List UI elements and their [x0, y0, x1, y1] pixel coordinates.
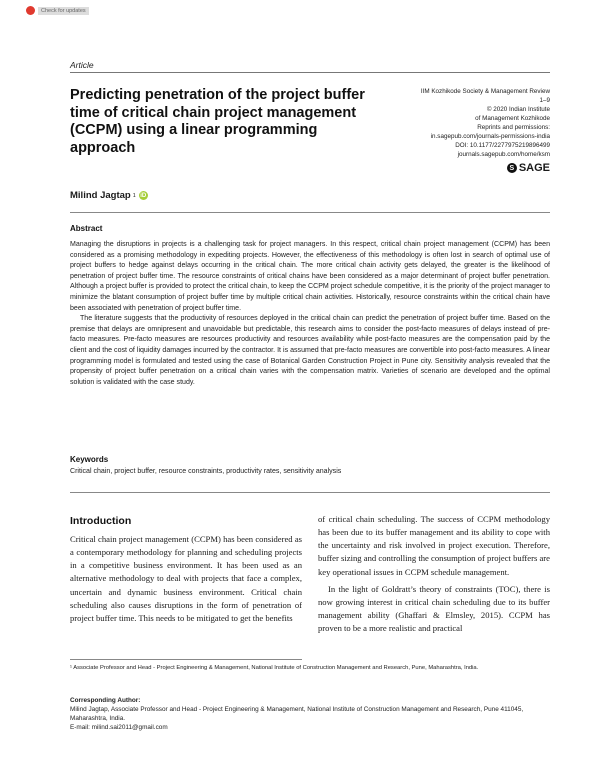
orcid-icon[interactable]: iD: [140, 192, 147, 199]
header-divider: [70, 72, 550, 73]
publisher-logo: [507, 162, 550, 174]
journal-name: IIM Kozhikode Society & Management Review: [420, 88, 550, 95]
journal-home-url[interactable]: journals.sagepub.com/home/ksm: [457, 151, 550, 158]
affiliation-footnote: ¹ Associate Professor and Head - Project Engineering & Management, National Institute of Construction Management and Research, Pune, Maharashtra, India.: [70, 665, 479, 671]
intro-paragraph-2: In the light of Goldratt’s theory of constraints (TOC), there is now growing interest in critical chain scheduling due to its buffer management ability (Ghaffari & Elmsley, 2015). CCPM has proven to be a more realistic and practical: [318, 583, 550, 634]
corresponding-email[interactable]: E-mail: milind.sai2011@gmail.com: [70, 724, 168, 732]
footnote-divider: [70, 659, 302, 660]
copyright-line-2: of Management Kozhikode: [475, 115, 550, 122]
abstract-body: [70, 240, 550, 388]
check-for-updates-badge[interactable]: [26, 5, 89, 16]
intro-right-column: [318, 513, 550, 635]
badge-text: Check for updates: [38, 7, 89, 15]
publisher-name: SAGE: [518, 162, 550, 174]
doi[interactable]: DOI: 10.1177/2277975219896499: [455, 142, 550, 149]
keywords-text: Critical chain, project buffer, resource constraints, productivity rates, sensitivity analysis: [70, 468, 342, 475]
corresponding-author: [70, 696, 550, 732]
keywords-heading: Keywords: [70, 455, 109, 464]
updates-icon: [26, 6, 35, 15]
intro-paragraph-1-cont: of critical chain scheduling. The success of CCPM methodology has been due to its buffer management and its ability to cope with the uncertainty and risk involved in project execution. Therefore, buffer sizing and controlling the consumption of project buffers are key operational issues in CCPM schedule management.: [318, 514, 550, 577]
journal-pages: 1–9: [539, 97, 550, 104]
corresponding-address: Milind Jagtap, Associate Professor and Head - Project Engineering & Management, National Institute of Construction Management and Research, Pune 411045, Maharashtra, India.: [70, 706, 524, 723]
sage-icon: S: [507, 163, 517, 173]
abstract-paragraph-2: The literature suggests that the productivity of resources deployed in the critical chain can predict the penetration of project buffer time. Based on the premise that delays are omnipresent and unavoidable but predictable, this research aims to consider the post-facto measures of delays instead of pre-facto measures. Pre-facto measures are resources productivity and resources availability while post-facto measures are the compensation paid by the client and the cost of liquidity damages incurred by the contractor. It is assumed that pre-facto measures are convertible into post-facto measures. A linear programming model is formulated and tested using the case of Botanical Garden Construction Project in Pune city. Sensitivity analysis revealed that the propensity of project buffer penetration on a critical chain varies with the compensation matrix. Varieties of scenario are developed and the optimal solution is validated with the case study.: [70, 315, 550, 386]
reprints-url[interactable]: in.sagepub.com/journals-permissions-india: [430, 133, 550, 140]
copyright-line: © 2020 Indian Institute: [486, 106, 550, 113]
introduction-heading: Introduction: [70, 515, 132, 527]
abstract-paragraph-1: Managing the disruptions in projects is a challenging task for project managers. In this respect, critical chain project management (CCPM) has been considered as a promising methodology in expediting projects. However, the effectiveness of this methodology is often lost in search of optimal use of project buffers to hedge against delays occurring in the critical chain. The more critical chain activity gets delayed, the greater is the likelihood of penetration of project buffer time. The resource constraints of critical chains have been considered as a major determinant of project buffer penetration. Although a project buffer is provided to protect the critical chain, to keep the CCPM project schedule competitive, it is the priority of the project manager to minimize the blatant consumption of project buffer time by multiple critical chain activities. Historically, resource constraints within the critical chain have been associated with penetration of project buffer time.: [70, 241, 550, 312]
intro-paragraph-1: Critical chain project management (CCPM) has been considered as a contemporary methodology for planning and scheduling projects in a competitive business environment. It has been used as an alternative methodology to deal with projects that face a complex, uncertain and dynamic business environment. Critical chain scheduling also causes disruptions in the form of penetration of project buffer time. This needs to be mitigated to get the benefits: [70, 534, 302, 623]
author-affiliation-mark: 1: [132, 192, 136, 199]
intro-left-column: [70, 533, 302, 625]
reprints-label: Reprints and permissions:: [477, 124, 550, 131]
article-type-label: Article: [70, 60, 94, 70]
corresponding-heading: Corresponding Author:: [70, 697, 141, 704]
keywords-divider: [70, 492, 550, 493]
journal-info: [360, 87, 550, 159]
author-name: Milind Jagtap: [70, 190, 131, 201]
abstract-heading: Abstract: [70, 224, 103, 233]
author-divider: [70, 212, 550, 213]
author-line: [70, 190, 148, 201]
paper-title: Predicting penetration of the project buffer time of critical chain project management (CCPM) using a linear programming approach: [70, 87, 365, 156]
